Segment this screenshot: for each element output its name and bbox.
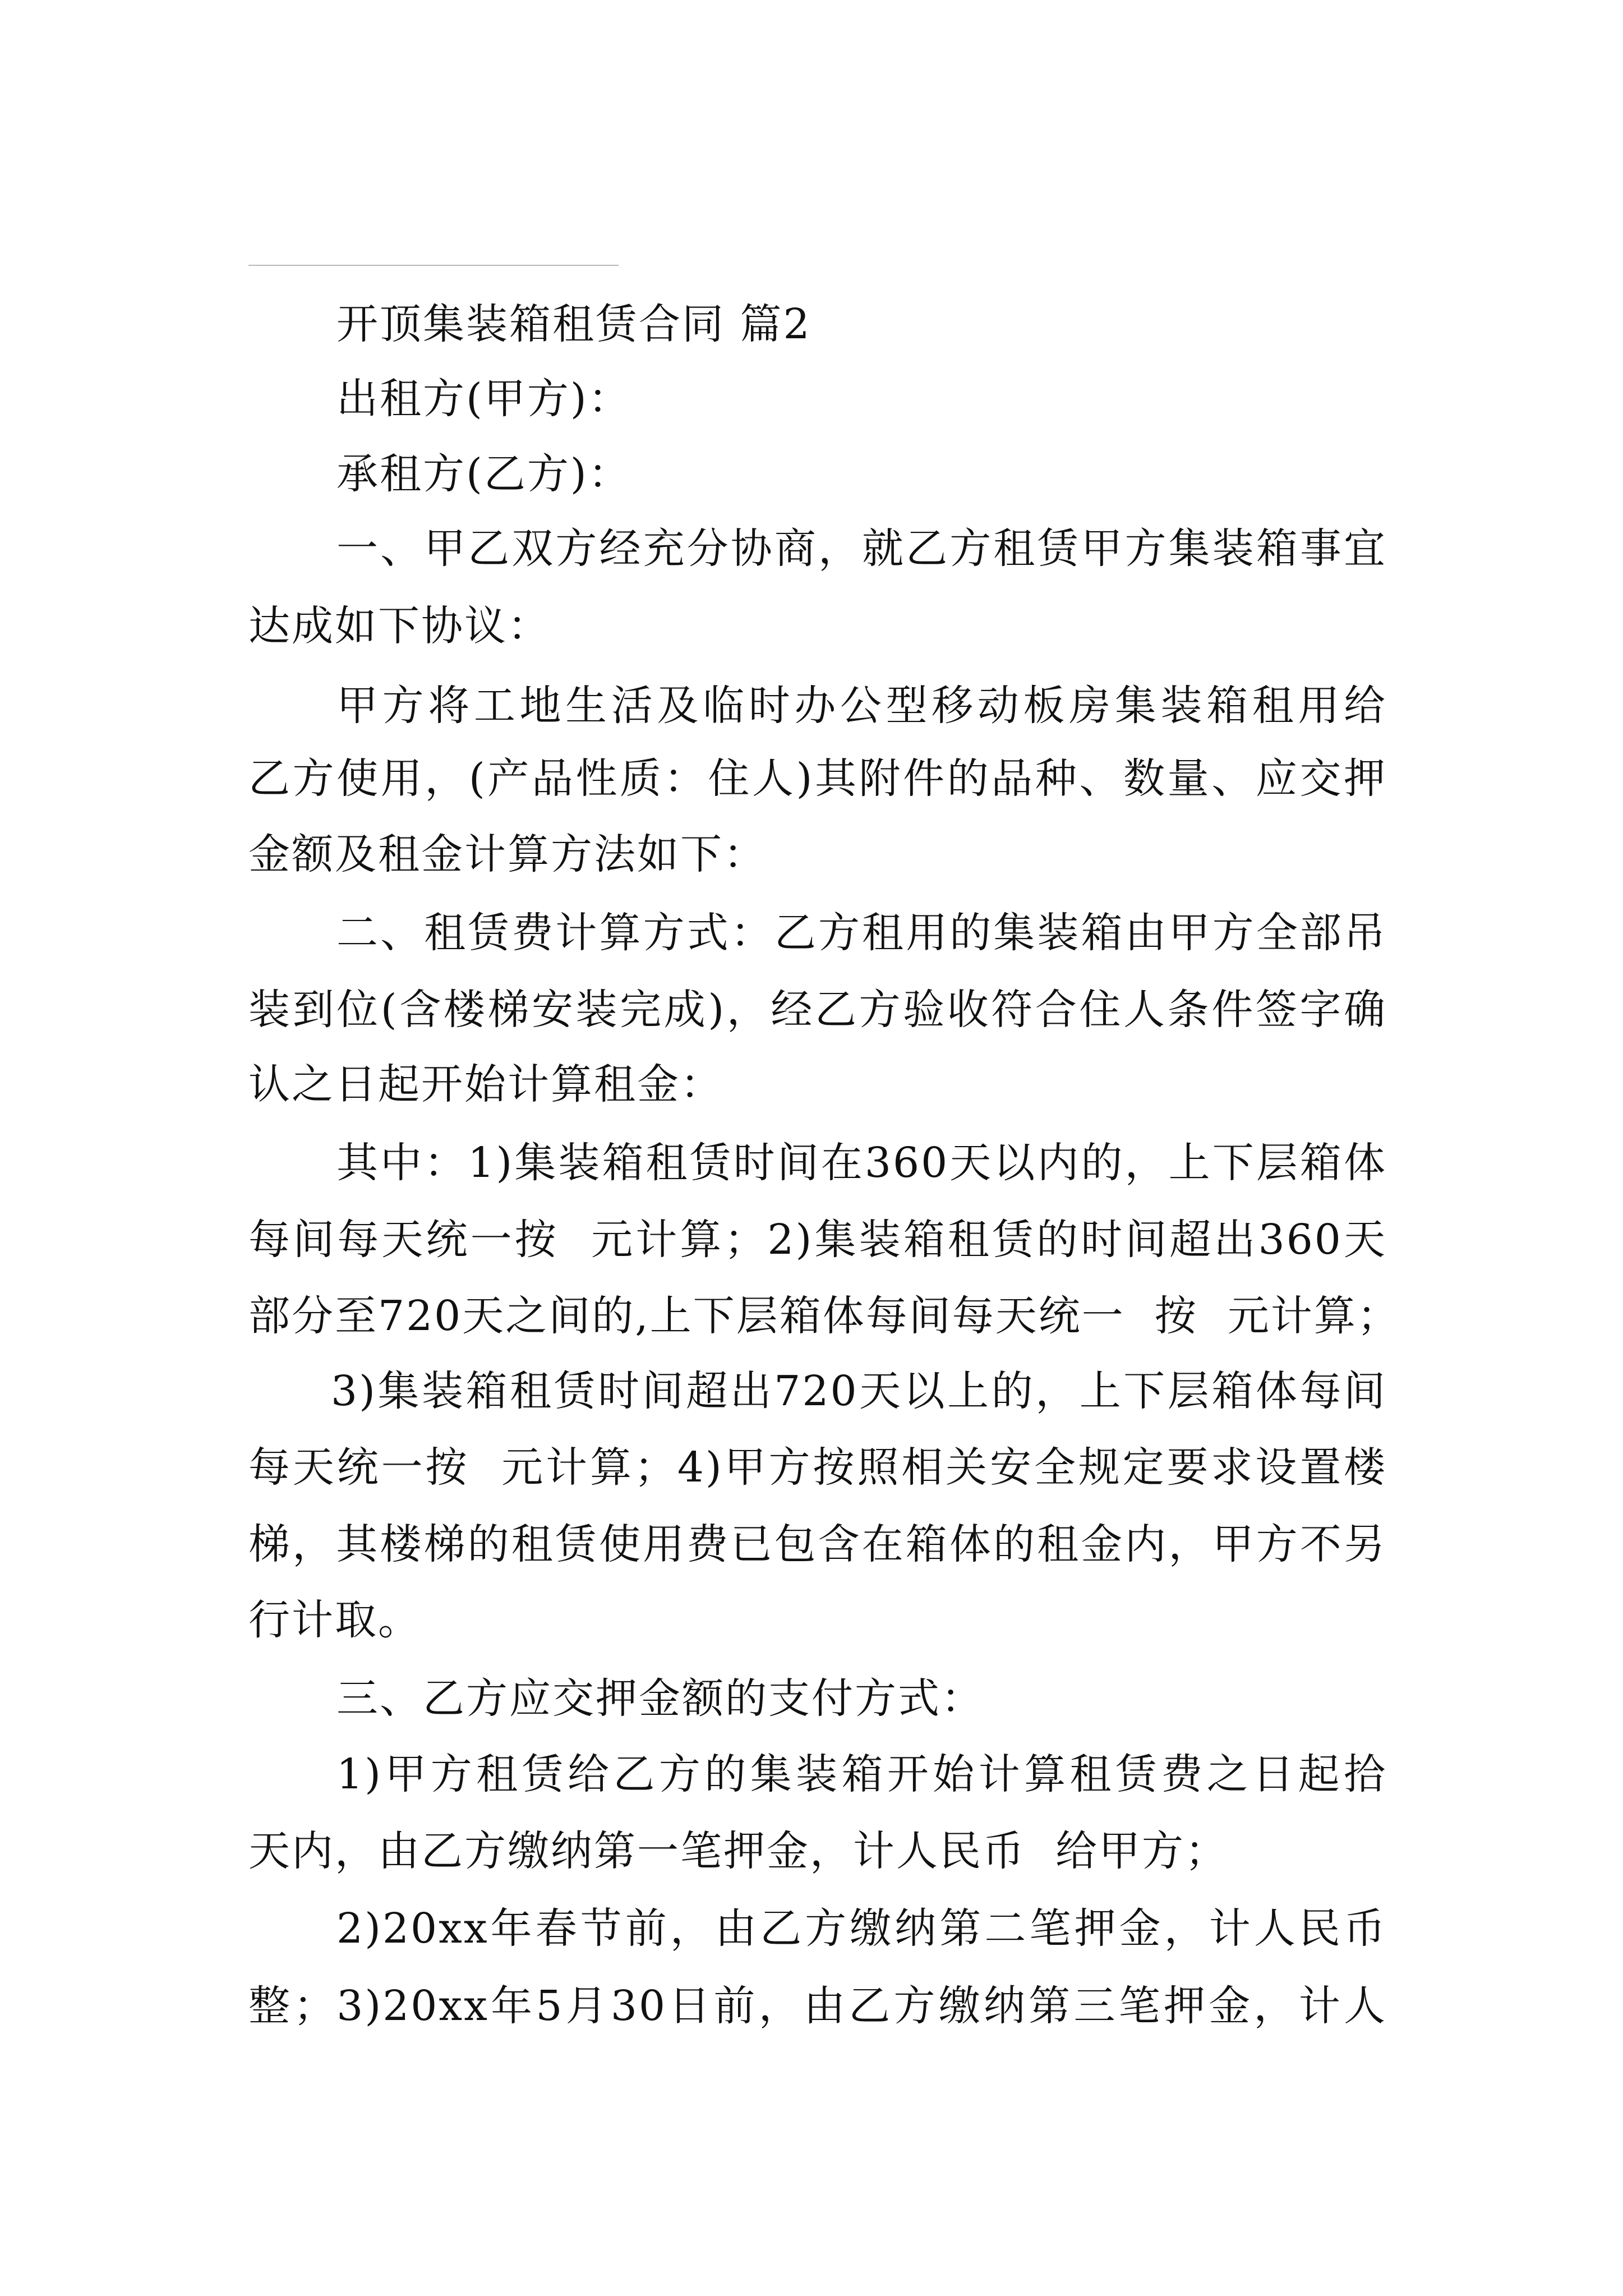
lessee-line: 承租方(乙方)：: [336, 450, 631, 498]
deposit-2-line-1: 2)20xx年春节前，由乙方缴纳第二笔押金，计人民币: [336, 1904, 1387, 1953]
rates-line-5: 每天统一按 元计算；4)甲方按照相关安全规定要求设置楼: [248, 1443, 1387, 1492]
rates-line-4: 3)集装箱租赁时间超出720天以上的，上下层箱体每间: [331, 1367, 1387, 1415]
rates-line-3: 部分至720天之间的,上下层箱体每间每天统一 按 元计算；: [248, 1292, 1400, 1340]
lessor-line: 出租方(甲方)：: [336, 375, 631, 423]
deposit-2-line-2: 整；3)20xx年5月30日前，由乙方缴纳第三笔押金，计人: [248, 1982, 1387, 2030]
rates-line-2: 每间每天统一按 元计算；2)集装箱租赁的时间超出360天: [248, 1216, 1387, 1264]
clause-3-heading: 三、乙方应交押金额的支付方式：: [336, 1674, 984, 1723]
document-title: 开顶集装箱租赁合同 篇2: [336, 300, 811, 348]
rates-line-1: 其中：1)集装箱租赁时间在360天以内的，上下层箱体: [336, 1139, 1387, 1187]
header-rule: [248, 265, 619, 266]
rates-line-6: 梯，其楼梯的租赁使用费已包含在箱体的租金内，甲方不另: [248, 1520, 1387, 1568]
paragraph-2-line-3: 金额及租金计算方法如下：: [248, 830, 767, 878]
clause-2-line-2: 装到位(含楼梯安装完成)，经乙方验收符合住人条件签字确: [248, 986, 1387, 1034]
paragraph-2-line-2: 乙方使用，(产品性质：住人)其附件的品种、数量、应交押: [248, 754, 1387, 803]
clause-1-line-2: 达成如下协议：: [248, 602, 551, 650]
rates-line-7: 行计取。: [248, 1596, 421, 1644]
deposit-1-line-1: 1)甲方租赁给乙方的集装箱开始计算租赁费之日起拾: [336, 1750, 1387, 1798]
paragraph-2-line-1: 甲方将工地生活及临时办公型移动板房集装箱租用给: [336, 682, 1387, 730]
clause-2-line-3: 认之日起开始计算租金：: [248, 1060, 723, 1108]
deposit-1-line-2: 天内，由乙方缴纳第一笔押金，计人民币 给甲方；: [248, 1827, 1229, 1875]
clause-1-line-1: 一、甲乙双方经充分协商，就乙方租赁甲方集装箱事宜: [336, 524, 1387, 573]
clause-2-line-1: 二、租赁费计算方式：乙方租用的集装箱由甲方全部吊: [336, 909, 1387, 957]
